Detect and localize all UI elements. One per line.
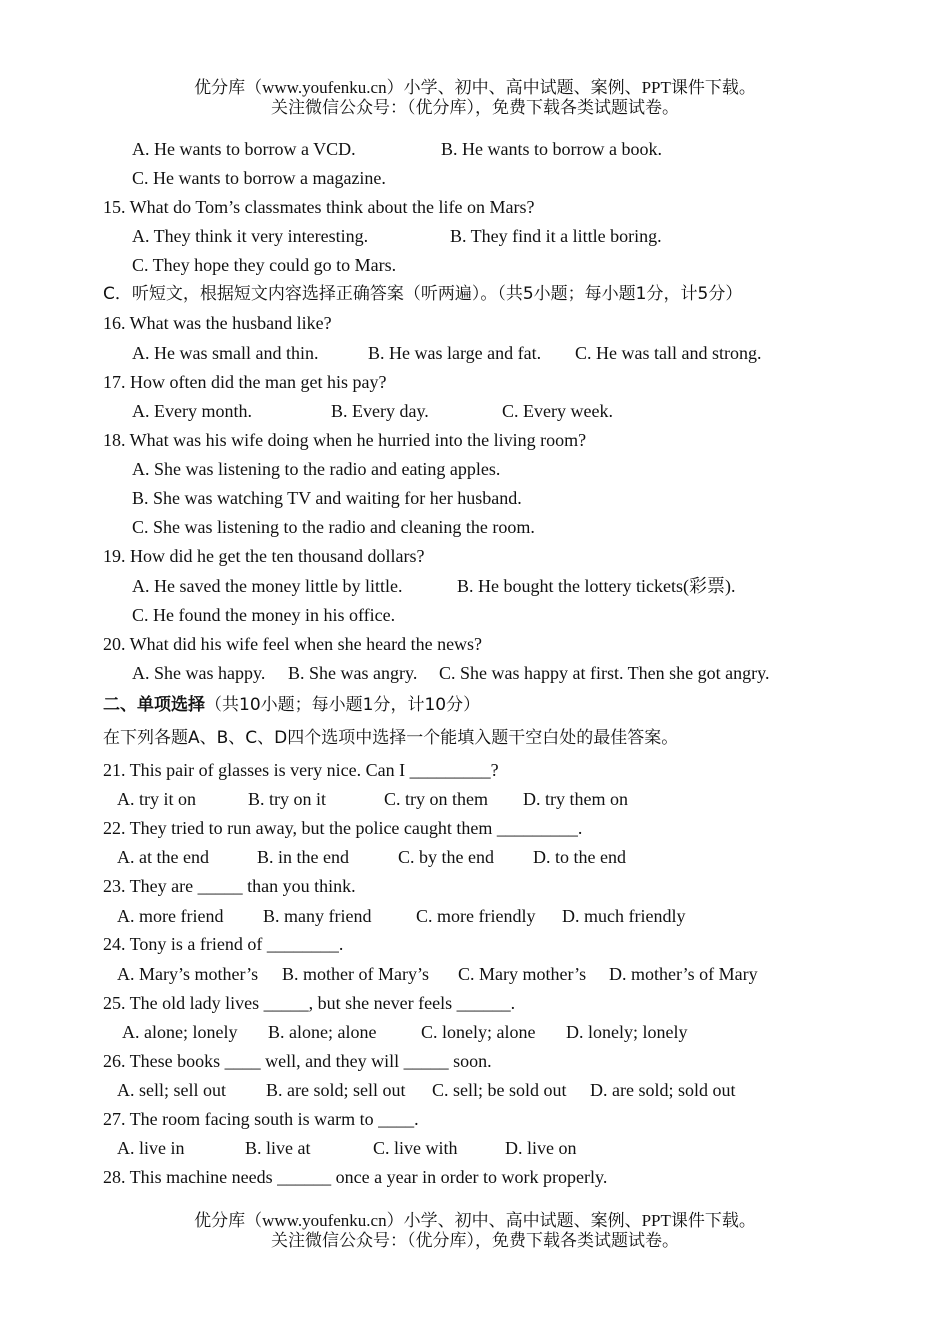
page-header [0, 78, 950, 118]
q15-option-a: A. They think it very interesting. [132, 226, 369, 246]
q16-option-a: A. He was small and thin. [132, 343, 319, 363]
q22-option-c: C. by the end [398, 847, 494, 867]
q18-option-a: A. She was listening to the radio and eating apples. [132, 459, 501, 479]
q26-option-d: D. are sold; sold out [590, 1080, 736, 1100]
q14-option-a: A. He wants to borrow a VCD. [132, 139, 356, 159]
q21-stem: 21. This pair of glasses is very nice. Can I _________? [103, 760, 499, 780]
q26-stem: 26. These books ____ well, and they will _____ soon. [103, 1051, 492, 1071]
q21-option-a: A. try it on [117, 789, 196, 809]
q14-option-b: B. He wants to borrow a book. [441, 139, 662, 159]
q26-option-b: B. are sold; sell out [266, 1080, 406, 1100]
q25-option-b: B. alone; alone [268, 1022, 377, 1042]
q24-stem: 24. Tony is a friend of ________. [103, 934, 344, 954]
q23-option-a: A. more friend [117, 906, 224, 926]
q20-stem: 20. What did his wife feel when she heard the news? [103, 634, 483, 654]
q15-stem: 15. What do Tom’s classmates think about the life on Mars? [103, 197, 535, 217]
page-footer [0, 1211, 950, 1251]
q27-option-c: C. live with [373, 1138, 458, 1158]
header-line-2: 关注微信公众号：（优分库），免费下载各类试题试卷。 [271, 98, 679, 117]
q16-option-b: B. He was large and fat. [368, 343, 542, 363]
header-line-1: 优分库（www.youfenku.cn）小学、初中、高中试题、案例、PPT课件下载。 [194, 78, 756, 97]
q18-option-c: C. She was listening to the radio and cleaning the room. [132, 517, 535, 537]
q28-stem: 28. This machine needs ______ once a year in order to work properly. [103, 1167, 608, 1187]
part-2-note: （共10小题；每小题1分，计10分） [205, 695, 481, 715]
part-2-instruction: 在下列各题A、B、C、D四个选项中选择一个能填入题干空白处的最佳答案。 [103, 728, 679, 748]
q17-option-b: B. Every day. [331, 401, 429, 421]
q22-stem: 22. They tried to run away, but the police caught them _________. [103, 818, 583, 838]
q24-option-b: B. mother of Mary’s [282, 964, 429, 984]
q19-option-b: B. He bought the lottery tickets(彩票). [457, 576, 736, 596]
q27-stem: 27. The room facing south is warm to ____. [103, 1109, 419, 1129]
q22-option-a: A. at the end [117, 847, 209, 867]
q25-stem: 25. The old lady lives _____, but she never feels ______. [103, 993, 516, 1013]
q25-option-d: D. lonely; lonely [566, 1022, 688, 1042]
q22-option-d: D. to the end [533, 847, 626, 867]
part-2-heading [103, 694, 480, 716]
q19-stem: 19. How did he get the ten thousand dollars? [103, 546, 425, 566]
q24-option-d: D. mother’s of Mary [609, 964, 758, 984]
q27-option-b: B. live at [245, 1138, 311, 1158]
q27-option-a: A. live in [117, 1138, 185, 1158]
q20-option-c: C. She was happy at first. Then she got angry. [439, 663, 770, 683]
q26-option-c: C. sell; be sold out [432, 1080, 567, 1100]
q17-stem: 17. How often did the man get his pay? [103, 372, 387, 392]
q18-option-b: B. She was watching TV and waiting for her husband. [132, 488, 522, 508]
q23-stem: 23. They are _____ than you think. [103, 876, 356, 896]
q19-option-a: A. He saved the money little by little. [132, 576, 403, 596]
part-2-title: 二、单项选择 [103, 695, 205, 715]
q20-option-b: B. She was angry. [288, 663, 418, 683]
q17-option-a: A. Every month. [132, 401, 252, 421]
q14-option-c: C. He wants to borrow a magazine. [132, 168, 386, 188]
q21-option-b: B. try on it [248, 789, 327, 809]
q21-option-d: D. try them on [523, 789, 628, 809]
q17-option-c: C. Every week. [502, 401, 613, 421]
footer-line-2: 关注微信公众号：（优分库），免费下载各类试题试卷。 [271, 1231, 679, 1250]
q20-option-a: A. She was happy. [132, 663, 266, 683]
q25-option-c: C. lonely; alone [421, 1022, 536, 1042]
q15-option-b: B. They find it a little boring. [450, 226, 662, 246]
q25-option-a: A. alone; lonely [122, 1022, 238, 1042]
q16-option-c: C. He was tall and strong. [575, 343, 762, 363]
footer-line-1: 优分库（www.youfenku.cn）小学、初中、高中试题、案例、PPT课件下载。 [194, 1211, 756, 1230]
q22-option-b: B. in the end [257, 847, 349, 867]
q21-option-c: C. try on them [384, 789, 488, 809]
section-c-heading: C．听短文，根据短文内容选择正确答案（听两遍）。（共5小题；每小题1分，计5分） [103, 284, 743, 304]
q24-option-a: A. Mary’s mother’s [117, 964, 259, 984]
q26-option-a: A. sell; sell out [117, 1080, 226, 1100]
q19-option-c: C. He found the money in his office. [132, 605, 396, 625]
q24-option-c: C. Mary mother’s [458, 964, 587, 984]
q23-option-c: C. more friendly [416, 906, 536, 926]
q23-option-b: B. many friend [263, 906, 372, 926]
q18-stem: 18. What was his wife doing when he hurried into the living room? [103, 430, 587, 450]
q16-stem: 16. What was the husband like? [103, 313, 332, 333]
q23-option-d: D. much friendly [562, 906, 686, 926]
q15-option-c: C. They hope they could go to Mars. [132, 255, 397, 275]
q27-option-d: D. live on [505, 1138, 577, 1158]
